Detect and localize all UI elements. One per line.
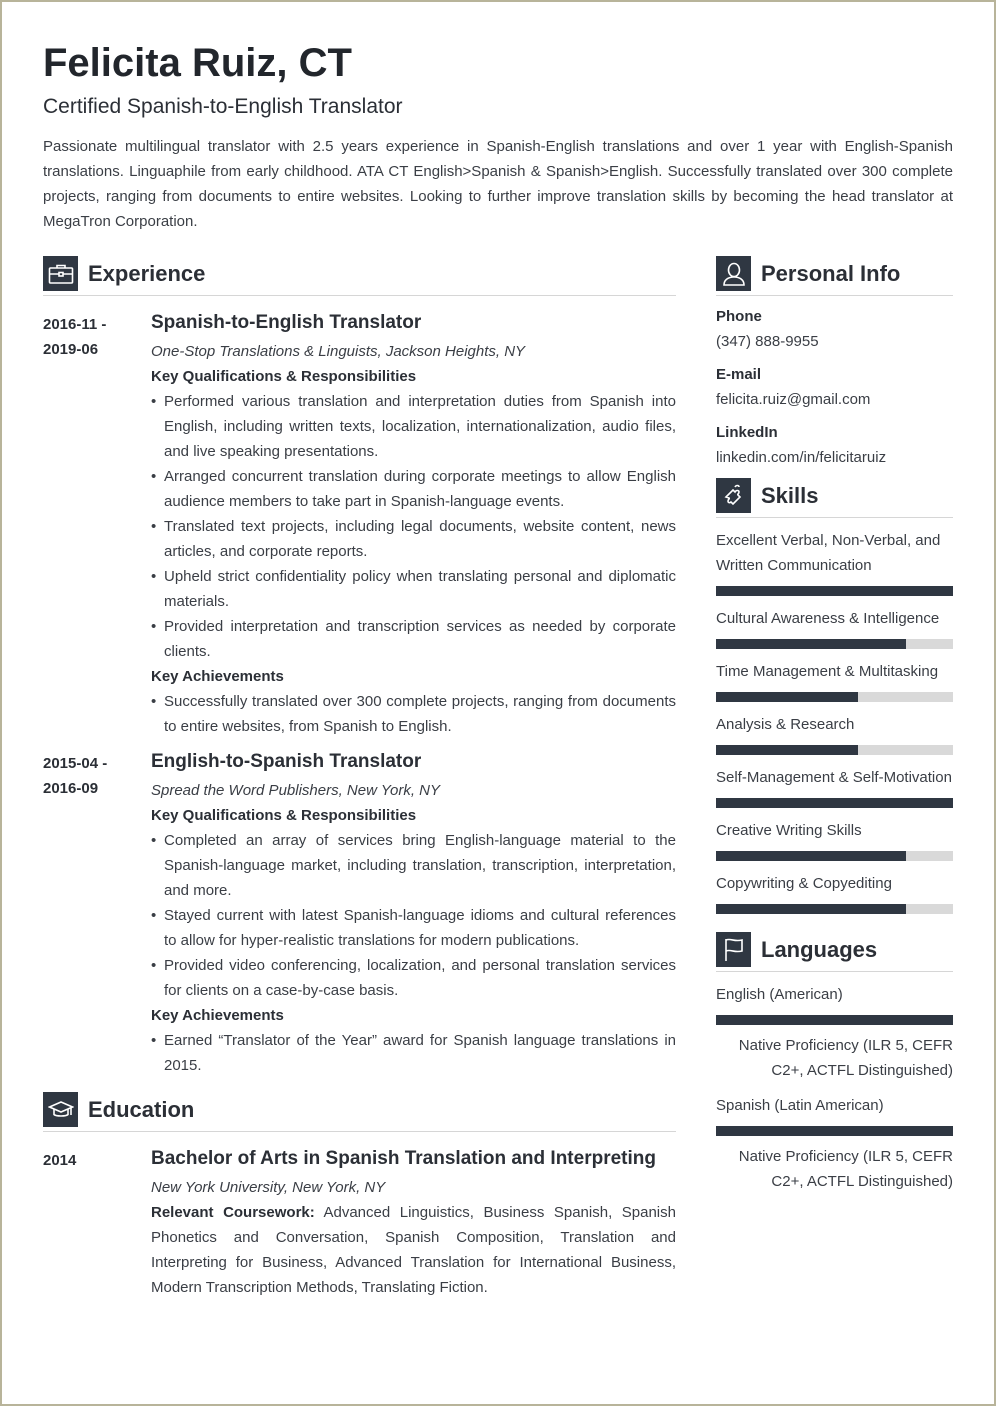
list-item: • Provided interpretation and transcription services as needed by corporate clients. (151, 614, 676, 664)
profile-summary: Passionate multilingual translator with 2.5 years experience in Spanish-English translations and over 1 year with English-Spanish translations. Linguaphile from early childhood. ATA CT English>Spanish & Spanish>English. Successfully translated over 300 complete projects, ranging from documents to entire websites. Looking to further improve translation skills by becoming the head translator at MegaTron Corporation. (43, 138, 953, 230)
list-item: • Translated text projects, including legal documents, website content, news articles, and corporate reports. (151, 514, 676, 564)
skill-level-bar (716, 586, 953, 596)
job-body (151, 310, 676, 739)
skill-item (716, 528, 953, 596)
responsibilities-list (151, 389, 676, 664)
coursework (151, 1200, 676, 1300)
skill-item (716, 712, 953, 755)
job-body (151, 749, 676, 1078)
education-title: Education (88, 1096, 195, 1122)
languages-list (716, 982, 953, 1194)
responsibilities-heading: Key Qualifications & Responsibilities (151, 807, 417, 824)
skill-level-fill (716, 904, 906, 914)
experience-list (43, 310, 676, 1078)
linkedin-label: LinkedIn (716, 424, 778, 441)
skill-level-fill (716, 745, 858, 755)
list-item: • Successfully translated over 300 complete projects, ranging from documents to entire websites, from Spanish to English. (151, 689, 676, 739)
graduation-cap-icon (43, 1092, 78, 1127)
skill-level-bar (716, 745, 953, 755)
personal-info-section-header (716, 256, 953, 296)
language-name: Spanish (Latin American) (716, 1097, 884, 1114)
skill-name: Analysis & Research (716, 716, 855, 733)
skill-item (716, 871, 953, 914)
skill-level-bar (716, 798, 953, 808)
skill-item (716, 818, 953, 861)
email-label: E-mail (716, 366, 762, 383)
skill-item (716, 765, 953, 808)
language-proficiency: Native Proficiency (ILR 5, CEFR C2+, ACTFL Distinguished) (738, 1148, 953, 1190)
left-column (43, 256, 676, 1300)
skill-name: Cultural Awareness & Intelligence (716, 610, 940, 627)
languages-section-header (716, 932, 953, 972)
list-item: • Arranged concurrent translation during corporate meetings to allow English audience members to take part in Spanish-language events. (151, 464, 676, 514)
skill-name: Time Management & Multitasking (716, 663, 939, 680)
languages-title: Languages (761, 936, 878, 962)
skill-name: Copywriting & Copyediting (716, 875, 892, 892)
experience-title: Experience (88, 260, 206, 286)
list-item: • Upheld strict confidentiality policy when translating personal and diplomatic materials. (151, 564, 676, 614)
email-value[interactable]: felicita.ruiz@gmail.com (716, 391, 871, 408)
skill-name: Creative Writing Skills (716, 822, 862, 839)
language-level-fill (716, 1015, 953, 1025)
skill-level-bar (716, 904, 953, 914)
person-icon (716, 256, 751, 291)
coursework-list: Advanced Linguistics, Business Spanish, Spanish Phonetics and Conversation, Spanish Composition, Translation and Interpreting for Business, Advanced Translation for International Business, Modern Transcription Methods, Translating Fiction. (151, 1204, 676, 1296)
list-item: • Provided video conferencing, localization, and personal translation services for clients on a case-by-case basis. (151, 953, 676, 1003)
achievements-heading: Key Achievements (151, 1007, 284, 1024)
school-name: New York University, New York, NY (151, 1179, 386, 1196)
list-item: • Performed various translation and interpretation duties from Spanish into English, including written texts, localization, internationalization, audio files, and live speaking presentations. (151, 389, 676, 464)
skill-level-bar (716, 639, 953, 649)
right-column (716, 256, 953, 1194)
education-section-header (43, 1092, 676, 1132)
phone-value[interactable]: (347) 888-9955 (716, 333, 819, 350)
skill-level-fill (716, 798, 953, 808)
list-item: • Earned “Translator of the Year” award for Spanish language translations in 2015. (151, 1028, 676, 1078)
puzzle-piece-icon (716, 478, 751, 513)
language-item (716, 982, 953, 1083)
skill-name: Self-Management & Self-Motivation (716, 769, 952, 786)
skill-level-fill (716, 851, 906, 861)
job-date-end: 2016-09 (43, 780, 99, 797)
language-name: English (American) (716, 986, 843, 1003)
job-entry (43, 749, 676, 1078)
skill-level-fill (716, 586, 953, 596)
coursework-label: Relevant Coursework: (151, 1204, 315, 1221)
job-company: Spread the Word Publishers, New York, NY (151, 782, 441, 799)
language-level-bar (716, 1126, 953, 1136)
responsibilities-heading: Key Qualifications & Responsibilities (151, 368, 417, 385)
list-item: • Completed an array of services bring English-language material to the Spanish-language market, including translation, transcription, interpretation, and more. (151, 828, 676, 903)
job-company: One-Stop Translations & Linguists, Jackson Heights, NY (151, 343, 526, 360)
job-date-start: 2016-11 - (43, 316, 107, 333)
education-entry (43, 1146, 676, 1300)
skill-name: Excellent Verbal, Non-Verbal, and Written Communication (716, 532, 941, 574)
language-level-fill (716, 1126, 953, 1136)
job-date-start: 2015-04 - (43, 755, 108, 772)
flag-icon (716, 932, 751, 967)
language-level-bar (716, 1015, 953, 1025)
personal-info-title: Personal Info (761, 260, 901, 286)
briefcase-icon (43, 256, 78, 291)
skill-level-bar (716, 692, 953, 702)
education-date: 2014 (43, 1152, 77, 1169)
list-item: • Stayed current with latest Spanish-language idioms and cultural references to allow for hyper-realistic translations for modern publications. (151, 903, 676, 953)
job-title: English-to-Spanish Translator (151, 751, 422, 772)
skill-level-bar (716, 851, 953, 861)
skill-item (716, 659, 953, 702)
job-dates (43, 312, 143, 362)
candidate-name: Felicita Ruiz, CT (43, 41, 352, 85)
skills-section-header (716, 478, 953, 518)
skill-item (716, 606, 953, 649)
skill-level-fill (716, 692, 858, 702)
job-dates (43, 751, 143, 801)
language-item (716, 1093, 953, 1194)
achievements-list (151, 1028, 676, 1078)
achievements-heading: Key Achievements (151, 668, 284, 685)
phone-label: Phone (716, 308, 762, 325)
linkedin-value[interactable]: linkedin.com/in/felicitaruiz (716, 449, 887, 466)
skill-level-fill (716, 639, 906, 649)
degree-title: Bachelor of Arts in Spanish Translation and Interpreting (151, 1148, 656, 1169)
achievements-list (151, 689, 676, 739)
job-date-end: 2019-06 (43, 341, 99, 358)
resume-header (43, 40, 953, 234)
language-proficiency: Native Proficiency (ILR 5, CEFR C2+, ACTFL Distinguished) (738, 1037, 953, 1079)
job-entry (43, 310, 676, 739)
job-title: Spanish-to-English Translator (151, 312, 422, 333)
skills-list (716, 528, 953, 914)
responsibilities-list (151, 828, 676, 1003)
experience-section-header (43, 256, 676, 296)
skills-title: Skills (761, 482, 819, 508)
candidate-title: Certified Spanish-to-English Translator (43, 95, 403, 118)
